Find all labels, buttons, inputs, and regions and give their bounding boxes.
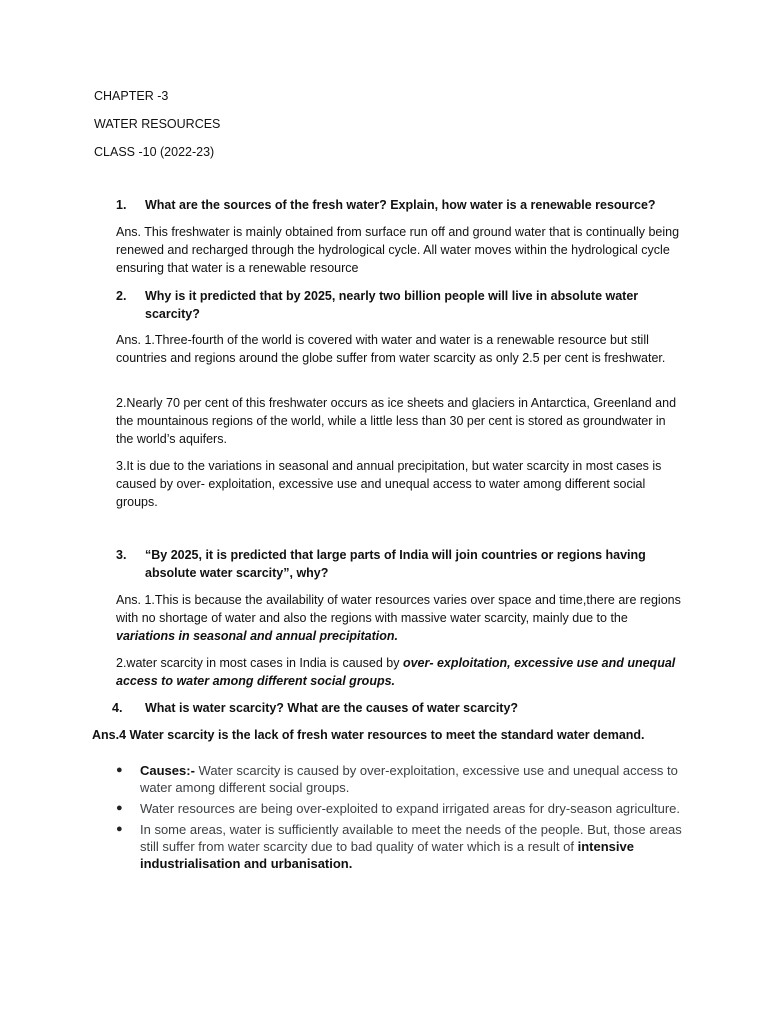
question-4 xyxy=(112,699,672,717)
answer-2-paragraph-3: 3.It is due to the variations in seasonal and annual precipitation, but water scarcity in most cases is caused by over- exploitation, excessive use and unequal access to water among different social groups. xyxy=(116,459,662,509)
list-item-text: In some areas, water is sufficiently available to meet the needs of the people. But, those areas still suffer from water scarcity due to bad quality of water which is a result of xyxy=(140,822,682,854)
bullet-icon: ● xyxy=(116,764,123,776)
question-number: 4. xyxy=(112,701,123,715)
list-item xyxy=(112,800,692,817)
bullet-icon: ● xyxy=(116,823,123,835)
chapter-heading: CHAPTER -3 xyxy=(94,89,169,103)
answer-emphasis: over- exploitation, excessive use and unequal access to water among different social groups. xyxy=(116,656,676,688)
bullet-icon: ● xyxy=(116,802,123,814)
list-item-text: Water scarcity is caused by over-exploitation, excessive use and unequal access to water among different social groups. xyxy=(140,763,678,795)
question-text: What is water scarcity? What are the causes of water scarcity? xyxy=(145,701,519,715)
answer-2-paragraph-1: Ans. 1.Three-fourth of the world is covered with water and water is a renewable resource but still countries and regions around the globe suffer from water scarcity as only 2.5 per cent is freshwater. xyxy=(116,333,666,365)
answer-2-paragraph-2: 2.Nearly 70 per cent of this freshwater occurs as ice sheets and glaciers in Antarctica, Greenland and the mountainous regions of the world, while a little less than 30 per cent is stored as groundwater in the world’s aquifers. xyxy=(116,396,677,446)
answer-emphasis: variations in seasonal and annual precipitation. xyxy=(116,629,399,643)
answer-4: Ans.4 Water scarcity is the lack of fresh water resources to meet the standard water demand. xyxy=(92,728,645,742)
question-text: What are the sources of the fresh water? Explain, how water is a renewable resource? xyxy=(145,198,656,212)
answer-3-paragraph-1 xyxy=(116,591,682,645)
causes-label: Causes:- xyxy=(140,763,195,778)
answer-1: Ans. This freshwater is mainly obtained from surface run off and ground water that is continually being renewed and recharged through the hydrological cycle. All water moves within the hydrological cycle ensuring that water is a renewable resource xyxy=(116,225,680,275)
question-number: 3. xyxy=(116,548,127,562)
question-1 xyxy=(116,196,676,214)
question-text-line2: scarcity? xyxy=(145,307,200,321)
question-text-line1: “By 2025, it is predicted that large parts of India will join countries or regions having xyxy=(145,548,646,562)
question-number: 1. xyxy=(116,198,127,212)
list-item xyxy=(112,762,692,796)
list-item-emphasis: intensive industrialisation and urbanisation. xyxy=(140,839,634,871)
list-item-text: Water resources are being over-exploited to expand irrigated areas for dry-season agriculture. xyxy=(140,801,681,816)
causes-list xyxy=(112,762,692,876)
question-number: 2. xyxy=(116,289,127,303)
class-line: CLASS -10 (2022-23) xyxy=(94,145,215,159)
list-item xyxy=(112,821,692,872)
answer-text: Ans. 1.This is because the availability of water resources varies over space and time,there are regions with no shortage of water and also the regions with massive water scarcity, mainly due to the xyxy=(116,593,681,625)
question-3 xyxy=(116,546,676,582)
question-text-line1: Why is it predicted that by 2025, nearly two billion people will live in absolute water xyxy=(145,289,639,303)
question-text-line2: absolute water scarcity”, why? xyxy=(145,566,329,580)
answer-3-paragraph-2 xyxy=(116,654,682,690)
question-2 xyxy=(116,287,676,323)
answer-text: 2.water scarcity in most cases in India is caused by xyxy=(116,656,403,670)
chapter-title: WATER RESOURCES xyxy=(94,117,221,131)
